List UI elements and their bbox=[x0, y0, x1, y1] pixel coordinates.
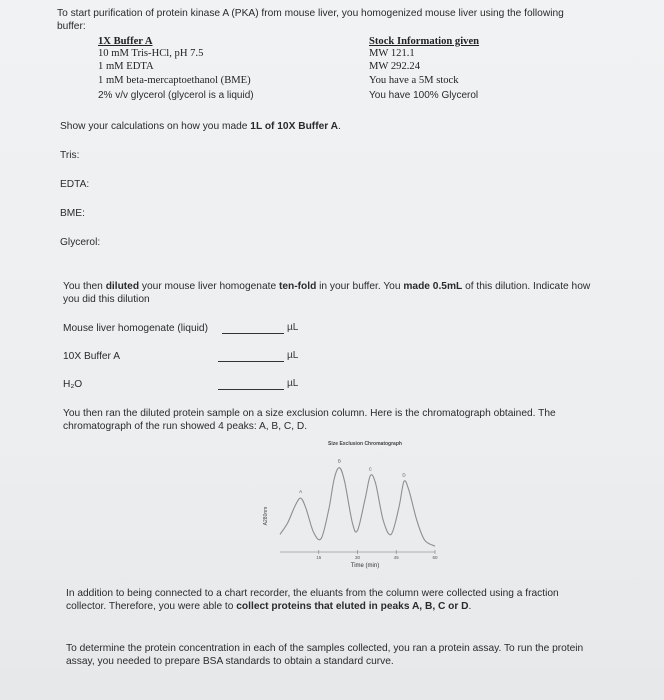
buffer-row-glycerol: 2% v/v glycerol (glycerol is a liquid) bbox=[98, 90, 254, 101]
calc-label-tris: Tris: bbox=[60, 150, 80, 161]
stock-row-glycerol: You have 100% Glycerol bbox=[369, 90, 479, 101]
calc-label-edta: EDTA: bbox=[60, 179, 90, 190]
dilution-line-2: you did this dilution bbox=[63, 294, 150, 305]
buffer-header: 1X Buffer A bbox=[98, 36, 153, 47]
dilution-label-homogenate: Mouse liver homogenate (liquid) bbox=[63, 323, 208, 334]
calc-label-glycerol: Glycerol: bbox=[60, 237, 101, 248]
homogenate-volume-blank[interactable] bbox=[222, 324, 284, 334]
calc-label-bme: BME: bbox=[60, 208, 85, 219]
x-axis-label: Time (min) bbox=[350, 563, 380, 569]
stock-header: Stock Information given bbox=[369, 36, 480, 47]
stock-row-tris: MW 121.1 bbox=[369, 48, 415, 59]
water-volume-blank[interactable] bbox=[218, 380, 284, 390]
stock-row-bme: You have a 5M stock bbox=[369, 75, 459, 86]
x-tick-label: 45 bbox=[393, 555, 399, 560]
buffer-row-bme: 1 mM beta-mercaptoethanol (BME) bbox=[98, 75, 251, 86]
x-tick-label: 15 bbox=[316, 555, 322, 560]
chart-title: Size Exclusion Chromatograph bbox=[328, 441, 402, 447]
calc-prompt: Show your calculations on how you made 1L of 10X Buffer A. bbox=[60, 121, 341, 132]
chromatograph-chart bbox=[255, 436, 455, 572]
peak-label-d: D bbox=[402, 472, 406, 478]
fraction-line-1: In addition to being connected to a chart recorder, the eluants from the column were collected using a fraction bbox=[66, 588, 559, 599]
assay-line-2: assay, you needed to prepare BSA standards to obtain a standard curve. bbox=[66, 656, 394, 667]
homogenate-unit: µL bbox=[287, 322, 299, 333]
peak-label-c: C bbox=[368, 466, 373, 472]
assay-line-1: To determine the protein concentration in each of the samples collected, you ran a protein assay. To run the protein bbox=[66, 643, 584, 654]
column-line-1: You then ran the diluted protein sample on a size exclusion column. Here is the chromatograph obtained. The bbox=[63, 408, 556, 419]
x-tick-label: 30 bbox=[354, 555, 361, 560]
buffer-volume-blank[interactable] bbox=[218, 352, 284, 362]
y-axis-label: A280nm bbox=[263, 506, 269, 526]
buffer-unit: µL bbox=[287, 350, 299, 361]
a280-trace-line bbox=[280, 468, 435, 546]
fraction-line-2: collector. Therefore, you were able to collect proteins that eluted in peaks A, B, C or D. bbox=[66, 601, 472, 612]
intro-line-2: buffer: bbox=[57, 21, 86, 32]
stock-row-edta: MW 292.24 bbox=[369, 61, 421, 72]
column-line-2: chromatograph of the run showed 4 peaks: A, B, C, D. bbox=[63, 421, 308, 432]
dilution-label-water: H₂O bbox=[63, 379, 83, 390]
intro-line-1: To start purification of protein kinase A (PKA) from mouse liver, you homogenized mouse liver using the following bbox=[57, 8, 564, 19]
buffer-row-edta: 1 mM EDTA bbox=[98, 61, 154, 72]
peak-label-a: A bbox=[299, 489, 303, 495]
dilution-label-buffer: 10X Buffer A bbox=[63, 351, 121, 362]
x-tick-label: 60 bbox=[432, 555, 438, 560]
dilution-line-1: You then diluted your mouse liver homogenate ten-fold in your buffer. You made 0.5mL of this dilution. Indicate how bbox=[63, 281, 591, 292]
water-unit: µL bbox=[287, 378, 299, 389]
buffer-row-tris: 10 mM Tris-HCl, pH 7.5 bbox=[98, 48, 204, 59]
peak-label-b: B bbox=[337, 458, 341, 464]
